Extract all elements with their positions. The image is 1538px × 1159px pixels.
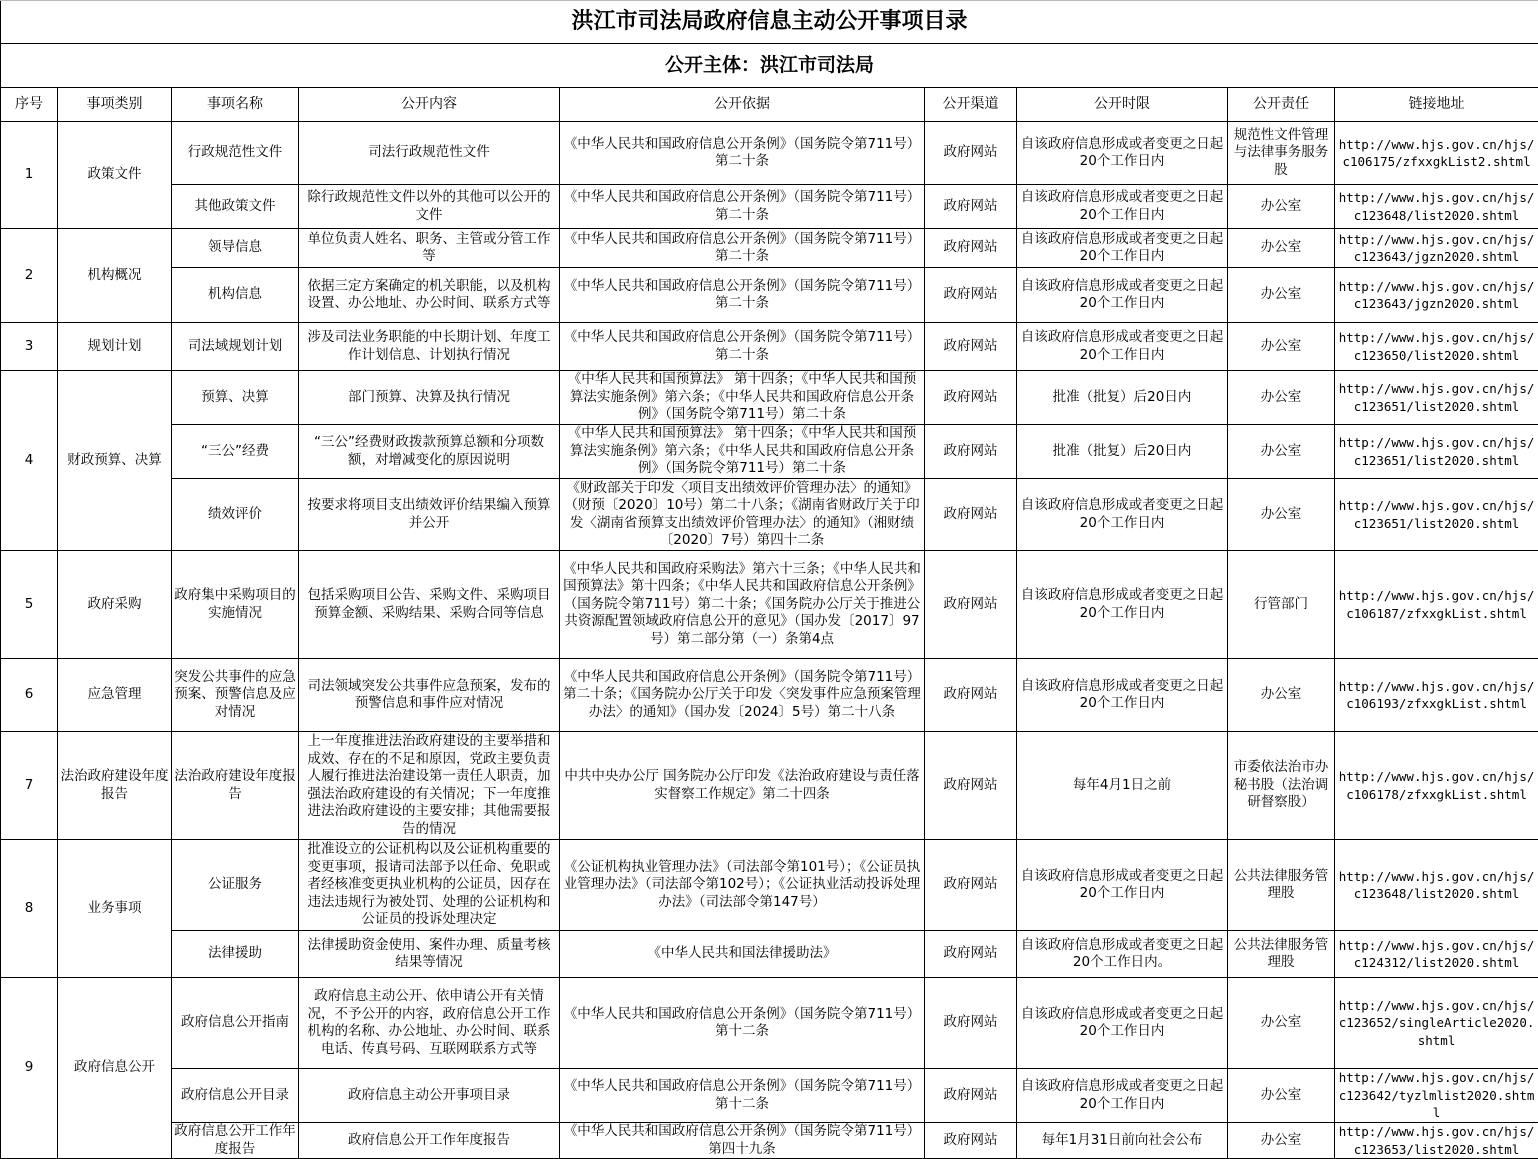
time-limit-cell: 自该政府信息形成或者变更之日起20个工作日内 [1017,840,1228,931]
basis-cell: 《中华人民共和国法律援助法》 [560,931,925,978]
responsibility-cell: 公共法律服务管理股 [1228,840,1335,931]
basis-cell: 《中华人民共和国政府采购法》第六十三条；《中华人民共和国预算法》第十四条；《中华人民共和国政府信息公开条例》（国务院令第711号）第二十条；《国务院办公厅关于推进公共资源配置领域政府信息公开的意见》（国办发〔2017〕97号）第二部分第（一）条第4点 [560,551,925,659]
table-row [1,1123,1538,1159]
table-row [1,840,1538,931]
header-cell: 公开责任 [1228,88,1335,122]
responsibility-cell: 办公室 [1228,185,1335,229]
content-cell: 上一年度推进法治政府建设的主要举措和成效、存在的不足和原因，党政主要负责人履行推进法治建设第一责任人职责，加强法治政府建设的有关情况；下一年度推进法治政府建设的主要安排；其他需要报告的情况 [299,732,560,840]
responsibility-cell: 办公室 [1228,659,1335,732]
table-row [1,551,1538,659]
time-limit-cell: 自该政府信息形成或者变更之日起20个工作日内 [1017,1069,1228,1123]
responsibility-cell: 规范性文件管理与法律事务服务股 [1228,122,1335,185]
item-name-cell: 公证服务 [172,840,299,931]
content-cell: 法律援助资金使用、案件办理、质量考核结果等情况 [299,931,560,978]
table-row [1,371,1538,425]
item-name-cell: 行政规范性文件 [172,122,299,185]
item-name-cell: 机构信息 [172,268,299,323]
link-url-cell[interactable]: http://www.hjs.gov.cn/hjs/c106178/zfxxgkList.shtml [1335,732,1538,840]
link-url-cell[interactable]: http://www.hjs.gov.cn/hjs/c123648/list2020.shtml [1335,840,1538,931]
time-limit-cell: 自该政府信息形成或者变更之日起20个工作日内 [1017,659,1228,732]
table-row [1,1069,1538,1123]
content-cell: 部门预算、决算及执行情况 [299,371,560,425]
responsibility-cell: 办公室 [1228,978,1335,1069]
item-name-cell: “三公”经费 [172,425,299,479]
header-cell: 事项类别 [58,88,172,122]
basis-cell: 《中华人民共和国预算法》 第十四条；《中华人民共和国预算法实施条例》第六条；《中华人民共和国政府信息公开条例》（国务院令第711号）第二十条 [560,371,925,425]
header-cell: 公开内容 [299,88,560,122]
content-cell: “三公”经费财政拨款预算总额和分项数额，对增减变化的原因说明 [299,425,560,479]
responsibility-cell: 办公室 [1228,479,1335,551]
table-row [1,479,1538,551]
channel-cell: 政府网站 [925,732,1017,840]
content-cell: 司法行政规范性文件 [299,122,560,185]
header-cell: 事项名称 [172,88,299,122]
basis-cell: 《中华人民共和国政府信息公开条例》（国务院令第711号）第二十条 [560,323,925,371]
channel-cell: 政府网站 [925,229,1017,268]
serial-number-cell: 2 [1,229,58,323]
basis-cell: 《中华人民共和国政府信息公开条例》（国务院令第711号）第二十条 [560,185,925,229]
channel-cell: 政府网站 [925,978,1017,1069]
channel-cell: 政府网站 [925,371,1017,425]
table-row [1,122,1538,185]
serial-number-cell: 6 [1,659,58,732]
time-limit-cell: 每年4月1日之前 [1017,732,1228,840]
content-cell: 批准设立的公证机构以及公证机构重要的变更事项，报请司法部予以任命、免职或者经核准变更执业机构的公证员，因存在违法违规行为被处罚、处理的公证机构和公证员的投诉处理决定 [299,840,560,931]
table-row [1,425,1538,479]
basis-cell: 《中华人民共和国政府信息公开条例》（国务院令第711号）第十二条 [560,978,925,1069]
time-limit-cell: 每年1月31日前向社会公布 [1017,1123,1228,1159]
item-name-cell: 司法域规划计划 [172,323,299,371]
category-cell: 政府信息公开 [58,978,172,1159]
item-name-cell: 其他政策文件 [172,185,299,229]
link-url-cell[interactable]: http://www.hjs.gov.cn/hjs/c106175/zfxxgkList2.shtml [1335,122,1538,185]
responsibility-cell: 办公室 [1228,1123,1335,1159]
channel-cell: 政府网站 [925,425,1017,479]
time-limit-cell: 自该政府信息形成或者变更之日起20个工作日内 [1017,185,1228,229]
serial-number-cell: 1 [1,122,58,229]
item-name-cell: 政府信息公开工作年度报告 [172,1123,299,1159]
responsibility-cell: 办公室 [1228,229,1335,268]
channel-cell: 政府网站 [925,931,1017,978]
item-name-cell: 政府信息公开指南 [172,978,299,1069]
header-cell: 公开时限 [1017,88,1228,122]
basis-cell: 《财政部关于印发〈项目支出绩效评价管理办法〉的通知》（财预〔2020〕10号）第二十八条；《湖南省财政厅关于印发〈湖南省预算支出绩效评价管理办法〉的通知》（湘财绩〔2020〕7号）第四十二条 [560,479,925,551]
basis-cell: 《中华人民共和国政府信息公开条例》（国务院令第711号）第四十九条 [560,1123,925,1159]
time-limit-cell: 自该政府信息形成或者变更之日起20个工作日内 [1017,978,1228,1069]
responsibility-cell: 市委依法治市办秘书股（法治调研督察股） [1228,732,1335,840]
category-cell: 机构概况 [58,229,172,323]
category-cell: 规划计划 [58,323,172,371]
item-name-cell: 突发公共事件的应急预案、预警信息及应对情况 [172,659,299,732]
responsibility-cell: 办公室 [1228,1069,1335,1123]
basis-cell: 中共中央办公厅 国务院办公厅印发《法治政府建设与责任落实督察工作规定》第二十四条 [560,732,925,840]
channel-cell: 政府网站 [925,185,1017,229]
category-cell: 业务事项 [58,840,172,978]
table-row [1,185,1538,229]
item-name-cell: 绩效评价 [172,479,299,551]
time-limit-cell: 批准（批复）后20日内 [1017,371,1228,425]
link-url-cell[interactable]: http://www.hjs.gov.cn/hjs/c123653/list2020.shtml [1335,1123,1538,1159]
category-cell: 财政预算、决算 [58,371,172,551]
content-cell: 除行政规范性文件以外的其他可以公开的文件 [299,185,560,229]
content-cell: 涉及司法业务职能的中长期计划、年度工作计划信息、计划执行情况 [299,323,560,371]
channel-cell: 政府网站 [925,122,1017,185]
content-cell: 政府信息主动公开事项目录 [299,1069,560,1123]
table-row [1,229,1538,268]
content-cell: 包括采购项目公告、采购文件、采购项目预算金额、采购结果、采购合同等信息 [299,551,560,659]
time-limit-cell: 自该政府信息形成或者变更之日起20个工作日内 [1017,268,1228,323]
responsibility-cell: 办公室 [1228,268,1335,323]
time-limit-cell: 自该政府信息形成或者变更之日起20个工作日内 [1017,122,1228,185]
content-cell: 政府信息主动公开、依申请公开有关情况，不予公开的内容，政府信息公开工作机构的名称、办公地址、办公时间、联系电话、传真号码、互联网联系方式等 [299,978,560,1069]
basis-cell: 《公证机构执业管理办法》（司法部令第101号）；《公证员执业管理办法》（司法部令第102号）；《公证执业活动投诉处理办法》（司法部令第147号） [560,840,925,931]
link-url-cell[interactable]: http://www.hjs.gov.cn/hjs/c123652/singleArticle2020.shtml [1335,978,1538,1069]
responsibility-cell: 行管部门 [1228,551,1335,659]
page-title: 洪江市司法局政府信息主动公开事项目录 [1,1,1538,44]
responsibility-cell: 办公室 [1228,425,1335,479]
category-cell: 政策文件 [58,122,172,229]
header-cell: 序号 [1,88,58,122]
channel-cell: 政府网站 [925,659,1017,732]
serial-number-cell: 7 [1,732,58,840]
link-url-cell[interactable]: http://www.hjs.gov.cn/hjs/c106193/zfxxgkList.shtml [1335,659,1538,732]
content-cell: 单位负责人姓名、职务、主管或分管工作等 [299,229,560,268]
basis-cell: 《中华人民共和国政府信息公开条例》（国务院令第711号）第十二条 [560,1069,925,1123]
item-name-cell: 法律援助 [172,931,299,978]
basis-cell: 《中华人民共和国政府信息公开条例》（国务院令第711号）第二十条 [560,229,925,268]
serial-number-cell: 8 [1,840,58,978]
link-url-cell[interactable]: http://www.hjs.gov.cn/hjs/c123648/list2020.shtml [1335,185,1538,229]
serial-number-cell: 4 [1,371,58,551]
table-row [1,978,1538,1069]
page-subtitle: 公开主体：洪江市司法局 [1,44,1538,88]
item-name-cell: 法治政府建设年度报告 [172,732,299,840]
table-row [1,659,1538,732]
header-cell: 公开渠道 [925,88,1017,122]
time-limit-cell: 自该政府信息形成或者变更之日起20个工作日内 [1017,479,1228,551]
time-limit-cell: 自该政府信息形成或者变更之日起20个工作日内 [1017,551,1228,659]
table-row [1,268,1538,323]
link-url-cell[interactable]: http://www.hjs.gov.cn/hjs/c123650/list2020.shtml [1335,323,1538,371]
table-body [1,122,1538,1159]
content-cell: 按要求将项目支出绩效评价结果编入预算并公开 [299,479,560,551]
table-row [1,323,1538,371]
table-row [1,931,1538,978]
content-cell: 依据三定方案确定的机关职能，以及机构设置、办公地址、办公时间、联系方式等 [299,268,560,323]
link-url-cell[interactable]: http://www.hjs.gov.cn/hjs/c124312/list2020.shtml [1335,931,1538,978]
time-limit-cell: 自该政府信息形成或者变更之日起20个工作日内 [1017,229,1228,268]
basis-cell: 《中华人民共和国政府信息公开条例》（国务院令第711号）第二十条 [560,122,925,185]
link-url-cell[interactable]: http://www.hjs.gov.cn/hjs/c123651/list2020.shtml [1335,479,1538,551]
basis-cell: 《中华人民共和国政府信息公开条例》（国务院令第711号）第二十条 [560,268,925,323]
header-cell: 公开依据 [560,88,925,122]
channel-cell: 政府网站 [925,268,1017,323]
responsibility-cell: 公共法律服务管理股 [1228,931,1335,978]
time-limit-cell: 自该政府信息形成或者变更之日起20个工作日内。 [1017,931,1228,978]
channel-cell: 政府网站 [925,323,1017,371]
category-cell: 法治政府建设年度报告 [58,732,172,840]
channel-cell: 政府网站 [925,840,1017,931]
basis-cell: 《中华人民共和国预算法》 第十四条；《中华人民共和国预算法实施条例》第六条；《中华人民共和国政府信息公开条例》（国务院令第711号）第二十条 [560,425,925,479]
link-url-cell[interactable]: http://www.hjs.gov.cn/hjs/c123642/tyzlmlist2020.shtml [1335,1069,1538,1123]
link-url-cell[interactable]: http://www.hjs.gov.cn/hjs/c123651/list2020.shtml [1335,425,1538,479]
table-row [1,732,1538,840]
channel-cell: 政府网站 [925,551,1017,659]
content-cell: 司法领域突发公共事件应急预案，发布的预警信息和事件应对情况 [299,659,560,732]
link-url-cell[interactable]: http://www.hjs.gov.cn/hjs/c106187/zfxxgkList.shtml [1335,551,1538,659]
serial-number-cell: 9 [1,978,58,1159]
serial-number-cell: 3 [1,323,58,371]
channel-cell: 政府网站 [925,479,1017,551]
link-url-cell[interactable]: http://www.hjs.gov.cn/hjs/c123643/jgzn2020.shtml [1335,268,1538,323]
header-cell: 链接地址 [1335,88,1538,122]
link-url-cell[interactable]: http://www.hjs.gov.cn/hjs/c123651/list2020.shtml [1335,371,1538,425]
category-cell: 政府采购 [58,551,172,659]
link-url-cell[interactable]: http://www.hjs.gov.cn/hjs/c123643/jgzn2020.shtml [1335,229,1538,268]
item-name-cell: 政府信息公开目录 [172,1069,299,1123]
channel-cell: 政府网站 [925,1069,1017,1123]
item-name-cell: 政府集中采购项目的实施情况 [172,551,299,659]
time-limit-cell: 自该政府信息形成或者变更之日起20个工作日内 [1017,323,1228,371]
item-name-cell: 预算、决算 [172,371,299,425]
responsibility-cell: 办公室 [1228,323,1335,371]
responsibility-cell: 办公室 [1228,371,1335,425]
header-row [1,88,1538,122]
basis-cell: 《中华人民共和国政府信息公开条例》（国务院令第711号）第二十条；《国务院办公厅关于印发〈突发事件应急预案管理办法〉的通知》（国办发〔2024〕5号）第二十八条 [560,659,925,732]
time-limit-cell: 批准（批复）后20日内 [1017,425,1228,479]
content-cell: 政府信息公开工作年度报告 [299,1123,560,1159]
channel-cell: 政府网站 [925,1123,1017,1159]
serial-number-cell: 5 [1,551,58,659]
item-name-cell: 领导信息 [172,229,299,268]
category-cell: 应急管理 [58,659,172,732]
